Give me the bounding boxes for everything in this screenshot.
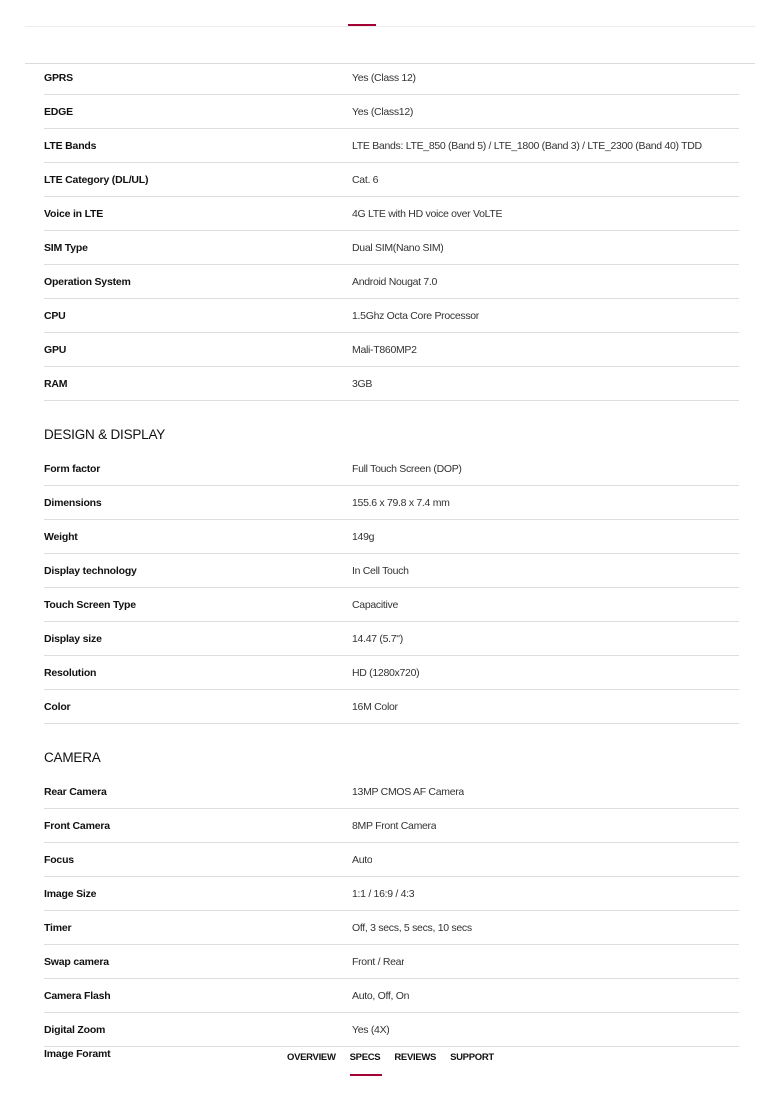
spec-label: Color (44, 700, 71, 713)
spec-value: HD (1280x720) (352, 666, 420, 679)
spec-label: Focus (44, 853, 74, 866)
spec-row (44, 877, 739, 911)
spec-row (44, 911, 739, 945)
spec-row (44, 1013, 739, 1047)
tab-reviews[interactable]: REVIEWS (394, 1052, 437, 1063)
spec-table (44, 61, 739, 1047)
spec-row (44, 265, 739, 299)
spec-row (44, 622, 739, 656)
spec-value: LTE Bands: LTE_850 (Band 5) / LTE_1800 (Band 3) / LTE_2300 (Band 40) TDD (352, 139, 702, 152)
spec-value: 4G LTE with HD voice over VoLTE (352, 207, 503, 220)
spec-label: Touch Screen Type (44, 598, 136, 611)
spec-row (44, 554, 739, 588)
spec-row (44, 843, 739, 877)
network-spec-group (44, 61, 739, 401)
spec-label: EDGE (44, 105, 73, 118)
spec-label: CPU (44, 309, 66, 322)
sticky-tab-bar (287, 1052, 508, 1063)
spec-label: Rear Camera (44, 785, 107, 798)
tab-specs[interactable]: SPECS (349, 1052, 381, 1063)
spec-value: 16M Color (352, 700, 398, 713)
spec-value: 8MP Front Camera (352, 819, 437, 832)
spec-label: Voice in LTE (44, 207, 104, 220)
spec-row (44, 979, 739, 1013)
design-spec-group (44, 452, 739, 724)
camera-spec-group (44, 775, 739, 1047)
spec-row (44, 809, 739, 843)
spec-value: Dual SIM(Nano SIM) (352, 241, 444, 254)
spec-value: Auto (352, 853, 373, 866)
spec-row (44, 520, 739, 554)
spec-row (44, 486, 739, 520)
spec-label: SIM Type (44, 241, 88, 254)
spec-row (44, 129, 739, 163)
spec-row (44, 656, 739, 690)
spec-value: 13MP CMOS AF Camera (352, 785, 464, 798)
spec-label: Front Camera (44, 819, 110, 832)
spec-row (44, 367, 739, 401)
spec-label: Timer (44, 921, 72, 934)
spec-row (44, 945, 739, 979)
spec-row (44, 333, 739, 367)
spec-label: Resolution (44, 666, 97, 679)
spec-label: GPRS (44, 71, 73, 84)
spec-row (44, 197, 739, 231)
spec-label: Display technology (44, 564, 137, 577)
spec-label: Camera Flash (44, 989, 111, 1002)
spec-label: Weight (44, 530, 78, 543)
tab-overview[interactable]: OVERVIEW (287, 1052, 336, 1063)
section-heading-design-display: DESIGN & DISPLAY (44, 427, 166, 442)
spec-label: Digital Zoom (44, 1023, 106, 1036)
spec-value: Yes (Class12) (352, 105, 414, 118)
spec-label: Dimensions (44, 496, 102, 509)
spec-label: LTE Bands (44, 139, 97, 152)
spec-value: 155.6 x 79.8 x 7.4 mm (352, 496, 450, 509)
spec-label: Operation System (44, 275, 131, 288)
spec-value: 149g (352, 530, 375, 543)
spec-label: Image Size (44, 887, 97, 900)
spec-value: 1:1 / 16:9 / 4:3 (352, 887, 415, 900)
spec-label: LTE Category (DL/UL) (44, 173, 149, 186)
spec-value: Yes (4X) (352, 1023, 390, 1036)
spec-value: Off, 3 secs, 5 secs, 10 secs (352, 921, 472, 934)
spec-label: Swap camera (44, 955, 109, 968)
spec-row (44, 775, 739, 809)
spec-row (44, 690, 739, 724)
top-divider (25, 26, 755, 27)
spec-label: RAM (44, 377, 68, 390)
spec-label: Form factor (44, 462, 101, 475)
spec-row (44, 163, 739, 197)
spec-value: 3GB (352, 377, 373, 390)
spec-value: Yes (Class 12) (352, 71, 416, 84)
spec-row (44, 95, 739, 129)
top-active-indicator (348, 24, 376, 26)
spec-value: In Cell Touch (352, 564, 409, 577)
spec-row (44, 452, 739, 486)
spec-value: Auto, Off, On (352, 989, 410, 1002)
spec-label: Display size (44, 632, 102, 645)
spec-label: GPU (44, 343, 67, 356)
spec-value: Mali-T860MP2 (352, 343, 417, 356)
section-heading-camera: CAMERA (44, 750, 101, 765)
spec-value: 1.5Ghz Octa Core Processor (352, 309, 480, 322)
spec-value: Full Touch Screen (DOP) (352, 462, 462, 475)
spec-value: 14.47 (5.7") (352, 632, 403, 645)
spec-row (44, 299, 739, 333)
spec-row (44, 61, 739, 95)
spec-row (44, 231, 739, 265)
spec-value: Cat. 6 (352, 173, 379, 186)
spec-row (44, 588, 739, 622)
spec-value: Android Nougat 7.0 (352, 275, 438, 288)
spec-value: Capacitive (352, 598, 399, 611)
spec-label-image-format: Image Foramt (44, 1048, 111, 1060)
tab-support[interactable]: SUPPORT (450, 1052, 494, 1063)
spec-value: Front / Rear (352, 955, 405, 968)
